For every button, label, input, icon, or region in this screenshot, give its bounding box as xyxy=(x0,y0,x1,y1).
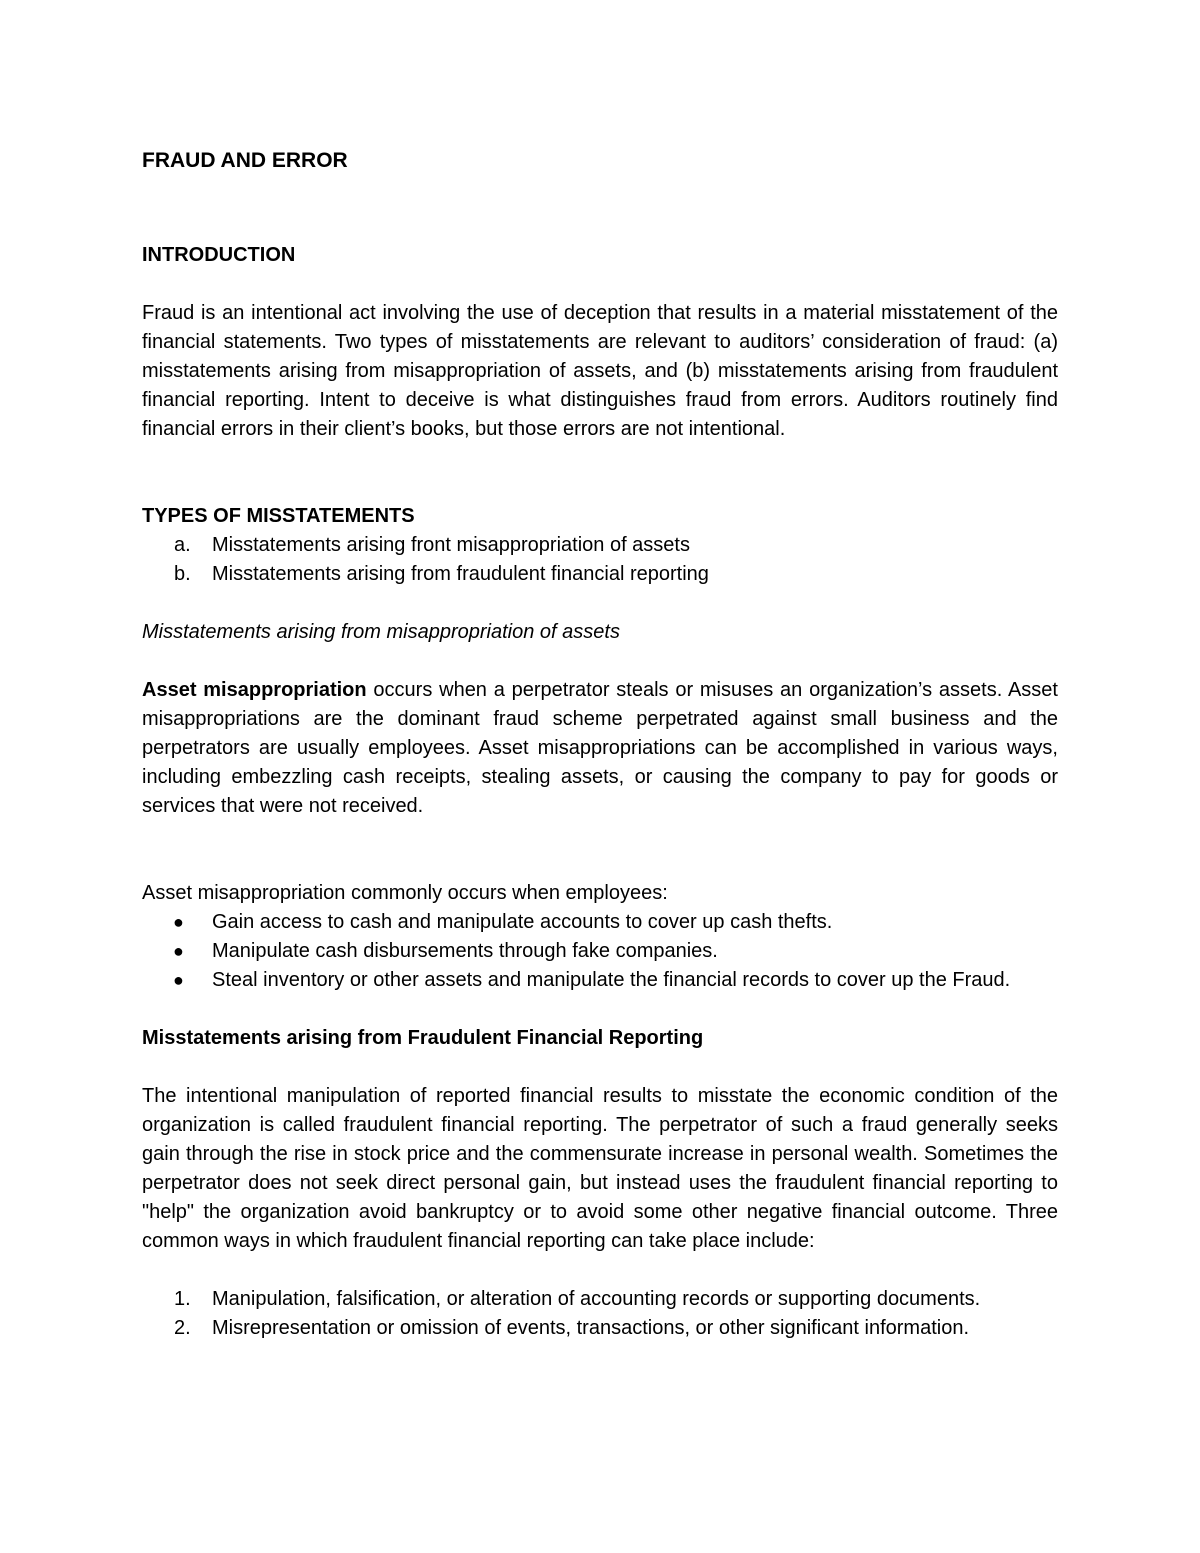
list-item-text: Misstatements arising from fraudulent financial reporting xyxy=(212,563,709,585)
list-item xyxy=(142,966,1058,995)
list-item xyxy=(142,937,1058,966)
types-heading: TYPES OF MISSTATEMENTS xyxy=(142,505,415,527)
asset-term: Asset misappropriation xyxy=(142,679,367,701)
list-marker: b. xyxy=(174,563,191,585)
list-marker: 2. xyxy=(174,1317,191,1339)
asset-list-intro: Asset misappropriation commonly occurs when employees: xyxy=(142,882,668,904)
bullet-icon: ● xyxy=(173,970,184,990)
list-marker: a. xyxy=(174,534,191,556)
list-item-text: Misstatements arising front misappropriation of assets xyxy=(212,534,690,556)
asset-paragraph xyxy=(142,676,1058,821)
list-item-text: Misrepresentation or omission of events, transactions, or other significant information. xyxy=(212,1317,970,1339)
list-item-text: Gain access to cash and manipulate accounts to cover up cash thefts. xyxy=(212,911,833,933)
document-title: FRAUD AND ERROR xyxy=(142,149,348,172)
list-item xyxy=(142,1314,1058,1343)
list-item-text: Manipulation, falsification, or alteration of accounting records or supporting documents. xyxy=(212,1288,981,1310)
list-item xyxy=(142,560,1058,589)
intro-heading: INTRODUCTION xyxy=(142,244,296,266)
ffr-heading: Misstatements arising from Fraudulent Financial Reporting xyxy=(142,1027,704,1049)
list-item-text: Steal inventory or other assets and manipulate the financial records to cover up the Fraud. xyxy=(212,969,1011,991)
asset-subheading: Misstatements arising from misappropriation of assets xyxy=(142,621,620,643)
asset-bullet-list xyxy=(142,908,1058,995)
ffr-paragraph: The intentional manipulation of reported financial results to misstate the economic condition of the organization is called fraudulent financial reporting. The perpetrator of such a fraud generally seeks gain through the rise in stock price and the commensurate increase in personal wealth. Sometimes the perpetrator does not seek direct personal gain, but instead uses the fraudulent financial reporting to "help" the organization avoid bankruptcy or to avoid some other negative financial outcome. Three common ways in which fraudulent financial reporting can take place include: xyxy=(142,1085,1058,1252)
intro-paragraph: Fraud is an intentional act involving the use of deception that results in a material misstatement of the financial statements. Two types of misstatements are relevant to auditors’ consideration of fraud: (a) misstatements arising from misappropriation of assets, and (b) misstatements arising from fraudulent financial reporting. Intent to deceive is what distinguishes fraud from errors. Auditors routinely find financial errors in their client’s books, but those errors are not intentional. xyxy=(142,302,1058,440)
types-list xyxy=(142,531,1058,589)
list-item-text: Manipulate cash disbursements through fake companies. xyxy=(212,940,718,962)
asset-text: occurs when a perpetrator steals or misuses an organization’s assets. Asset misappropriations are the dominant fraud scheme perpetrated against small business and the perpetrators are usually employees. Asset misappropriations can be accomplished in various ways, including embezzling cash receipts, stealing assets, or causing the company to pay for goods or services that were not received. xyxy=(142,679,1058,817)
bullet-icon: ● xyxy=(173,912,184,932)
document-body xyxy=(142,146,1058,1343)
ffr-list xyxy=(142,1285,1058,1343)
list-item xyxy=(142,1285,1058,1314)
list-item xyxy=(142,908,1058,937)
list-item xyxy=(142,531,1058,560)
bullet-icon: ● xyxy=(173,941,184,961)
list-marker: 1. xyxy=(174,1288,191,1310)
